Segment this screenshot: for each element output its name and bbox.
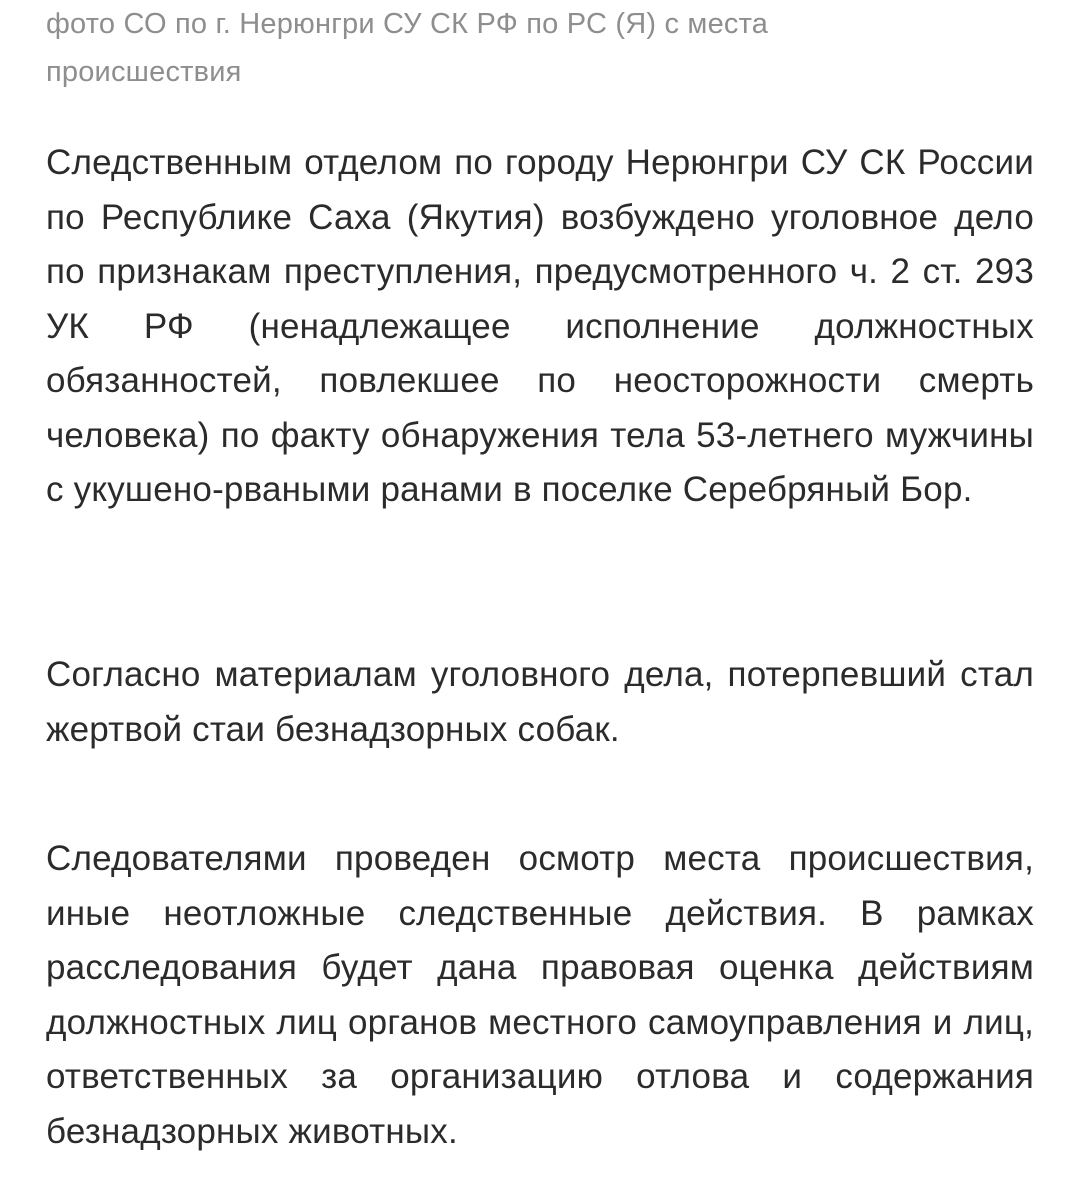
photo-caption: фото СО по г. Нерюнгри СУ СК РФ по РС (Я) с места происшествия <box>46 8 769 88</box>
article-paragraph-2: Согласно материалам уголовного дела, потерпевший стал жертвой стаи безнадзорных собак. <box>46 655 1034 749</box>
paragraph-1-block <box>46 136 1034 518</box>
article-paragraph-1: Следственным отделом по городу Нерюнгри СУ СК России по Республике Саха (Якутия) возбуждено уголовное дело по признакам преступления, предусмотренного ч. 2 ст. 293 УК РФ (ненадлежащее исполнение должностных обязанностей, повлекшее по неосторожности смерть человека) по факту обнаружения тела 53-летнего мужчины с укушено-рваными ранами в поселке Серебряный Бор. <box>46 143 1034 509</box>
paragraph-2-block <box>46 648 1034 757</box>
paragraph-3-block <box>46 832 1034 1159</box>
article-paragraph-3: Следователями проведен осмотр места происшествия, иные неотложные следственные действия. В рамках расследования будет дана правовая оценка действиям должностных лиц органов местного самоуправления и лиц, ответственных за организацию отлова и содержания безнадзорных животных. <box>46 839 1034 1151</box>
